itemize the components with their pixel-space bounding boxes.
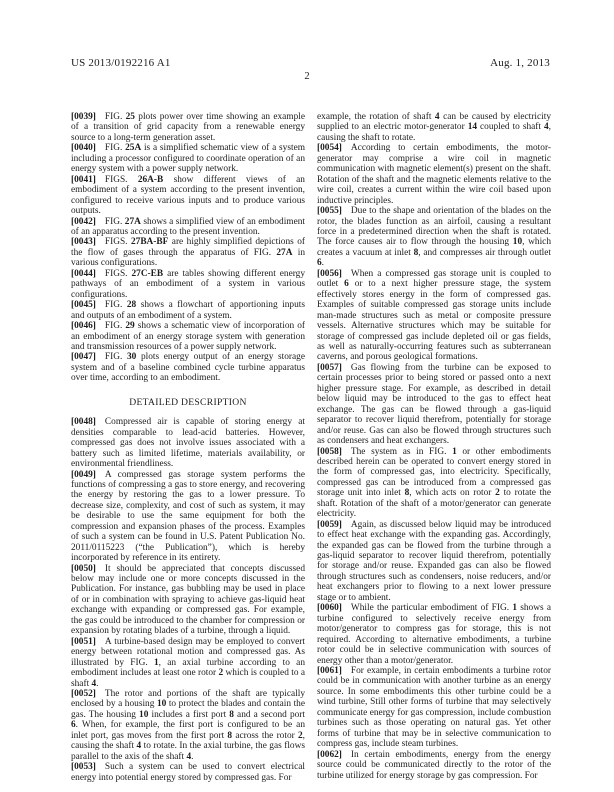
paragraph-0042: [0042] FIG. 27A shows a simplified view of an embodiment of an apparatus according to the present invention. [71,216,305,237]
paragraph-0053: [0053] Such a system can be used to convert electrical energy into potential energy stored by compressed gas. For [71,762,305,783]
paragraph-0039: [0039] FIG. 25 plots power over time showing an example of a transition of grid capacity from a renewable energy source to a long-term generation asset. [71,112,305,143]
paragraph-0044: [0044] FIGS. 27C-EB are tables showing different energy pathways of an embodiment of a system in various configurations. [71,268,305,300]
paragraph-0050: [0050] It should be appreciated that concepts discussed below may include one or more concepts discussed in the Publication. For instance, gas bubbling may be used in place of or in combination with spraying to achieve gas-liquid heat exchange with expanding or compressed gas. For example, the gas could be introduced to the chamber for compression or expansion by rotating blades of a turbine, through a liquid. [71,563,305,637]
paragraph-0054: [0054] According to certain embodiments, the motor-generator may comprise a wire coil in magnetic communication with magnetic element(s) present on the shaft. Rotation of the shaft and the magnetic elements relative to the wire coil, creates a current within the wire coil based upon inductive principles. [317,143,551,206]
paragraph-0052: [0052] The rotor and portions of the shaft are typically enclosed by a housing 10 to protect the blades and contain the gas. The housing 10 includes a first port 8 and a second port 6. When, for example, the first port is configured to be an inlet port, gas moves from the first port 8 across the rotor 2, causing the shaft 4 to rotate. In the axial turbine, the gas flows parallel to the axis of the shaft 4. [71,689,305,762]
page-number: 2 [304,71,310,82]
paragraph-number: [0049] [71,469,96,480]
paragraph-0055: [0055] Due to the shape and orientation of the blades on the rotor, the blades function as an airfoil, causing a resultant force in a predetermined direction when the shaft is rotated. The force causes air to flow through the housing 10, which creates a vacuum at inlet 8, and compresses air through outlet 6. [317,206,552,269]
paragraph-number: [0059] [317,519,342,530]
publication-number: US 2013/0192216 A1 [71,57,171,69]
paragraph-0043: [0043] FIGS. 27BA-BF are highly simplified depictions of the flow of gases through the apparatus of FIG. 27A in various configurations. [71,237,305,269]
paragraph-0062: [0062] In certain embodiments, energy from the energy source could be communicated directly to the rotor of the turbine utilized for energy storage by gas compression. For [317,749,551,781]
paragraph-number: [0051] [71,636,96,647]
paragraph-0045: [0045] FIG. 28 shows a flowchart of apportioning inputs and outputs of an embodiment of a system. [71,300,305,321]
paragraph-number: [0050] [71,563,96,574]
paragraph-0058: [0058] The system as in FIG. 1 or other embodiments described herein can be operated to convert energy stored in the form of compressed gas, into electricity. Specifically, compressed gas can be introduced from a compressed gas storage unit into inlet 8, which acts on rotor 2 to rotate the shaft. Rotation of the shaft of a motor/generator can generate electricity. [317,446,551,520]
paragraph-number: [0043] [71,237,96,248]
paragraph-number: [0053] [71,762,96,773]
paragraph-number: [0055] [317,206,342,217]
paragraph-number: [0057] [317,362,342,373]
paragraph-number: [0045] [71,300,96,311]
paragraph-0049: [0049] A compressed gas storage system performs the functions of compressing a gas to store energy, and recovering the energy by restoring the gas to a lower pressure. To decrease size, complexity, and cost of such as system, it may be desirable to use the same equipment for both the compression and expansion phases of the process. Examples of such a system can be found in U.S. Patent Publication No. 2011/0115223 (“the Publication”), which is hereby incorporated by reference in its entirety. [71,469,305,564]
right-column [317,112,551,781]
paragraph-number: [0048] [71,417,96,428]
paragraph-number: [0058] [317,446,342,457]
paragraph-0047: [0047] FIG. 30 plots energy output of an energy storage system and of a baseline combined cycle turbine apparatus over time, according to an embodiment. [71,352,305,384]
paragraph-0059: [0059] Again, as discussed below liquid may be introduced to effect heat exchange with the expanding gas. Accordingly, the expanded gas can be flowed from the turbine through a gas-liquid separator to recover liquid therefrom, potentially for storage and/or reuse. Expanded gas can also be flowed through structures such as condensers, noise reducers, and/or heat exchangers prior to flowing to a next lower pressure stage or to ambient. [317,519,551,603]
paragraph-0061: [0061] For example, in certain embodiments a turbine rotor could be in communication with another turbine as an energy source. In some embodiments this other turbine could be a wind turbine, Still other forms of turbine that may selectively communicate energy for gas compression, include combustion turbines such as those operating on natural gas. Yet other forms of turbine that may be in selective communication to compress gas, include steam turbines. [317,666,551,750]
paragraph-0051: [0051] A turbine-based design may be employed to convert energy between rotational motion and compressed gas. As illustrated by FIG. 1, an axial turbine according to an embodiment includes at least one rotor 2 which is coupled to a shaft 4. [71,636,305,689]
paragraph-number: [0062] [317,749,342,760]
paragraph-number: [0052] [71,689,96,700]
paragraph-0041: [0041] FIGS. 26A-B show different views of an embodiment of a system according to the present invention, configured to receive various inputs and to produce various outputs. [71,174,305,217]
section-heading: DETAILED DESCRIPTION [129,396,247,408]
paragraph-number: [0044] [71,268,96,279]
paragraph-0057: [0057] Gas flowing from the turbine can be exposed to certain processes prior to being stored or passed onto a next higher pressure stage. For example, as described in detail below liquid may be introduced to the gas to effect heat exchange. The gas can be flowed through a gas-liquid separator to recover liquid therefrom, potentially for storage and/or reuse. Gas can also be flowed through structures such as condensers and heat exchangers. [317,362,551,447]
paragraph-number: [0060] [317,603,342,614]
paragraph-number: [0047] [71,352,96,363]
paragraph-0040: [0040] FIG. 25A is a simplified schematic view of a system including a processor configured to coordinate operation of an energy system with a power supply network. [71,143,305,175]
left-column [71,112,305,783]
paragraph-number: [0054] [317,143,342,154]
paragraph-number: [0039] [71,112,96,122]
paragraph-number: [0046] [71,321,96,332]
paragraph-0046: [0046] FIG. 29 shows a schematic view of incorporation of an embodiment of an energy storage system with generation and transmission resources of a power supply network. [71,321,305,352]
paragraph-0060: [0060] While the particular embodiment of FIG. 1 shows a turbine configured to selectively receive energy from motor/generator to compress gas for storage, this is not required. According to alternative embodiments, a turbine rotor could be in selective communication with sources of energy other than a motor/generator. [317,603,551,666]
paragraph-number: [0042] [71,216,96,227]
paragraph-0048: [0048] Compressed air is capable of storing energy at densities comparable to lead-acid batteries. However, compressed gas does not involve issues associated with a battery such as limited lifetime, materials availability, or environmental friendliness. [71,417,305,470]
paragraph-continuation: example, the rotation of shaft 4 can be caused by electricity supplied to an electric motor-generator 14 coupled to shaft 4, causing the shaft to rotate. [317,112,551,143]
paragraph-number: [0061] [317,666,342,677]
page-header [71,57,550,69]
paragraph-number: [0041] [71,174,96,185]
paragraph-number: [0056] [317,268,342,279]
paragraph-0056: [0056] When a compressed gas storage unit is coupled to outlet 6 or to a next higher pressure stage, the system effectively stores energy in the form of compressed gas. Examples of suitable compressed gas storage units include man-made structures such as metal or composite pressure vessels. Alternative structures which may be suitable for storage of compressed gas include depleted oil or gas fields, as well as naturally-occurring features such as subterranean caverns, and porous geological formations. [317,268,551,363]
publication-date: Aug. 1, 2013 [490,57,550,69]
paragraph-number: [0040] [71,143,96,154]
